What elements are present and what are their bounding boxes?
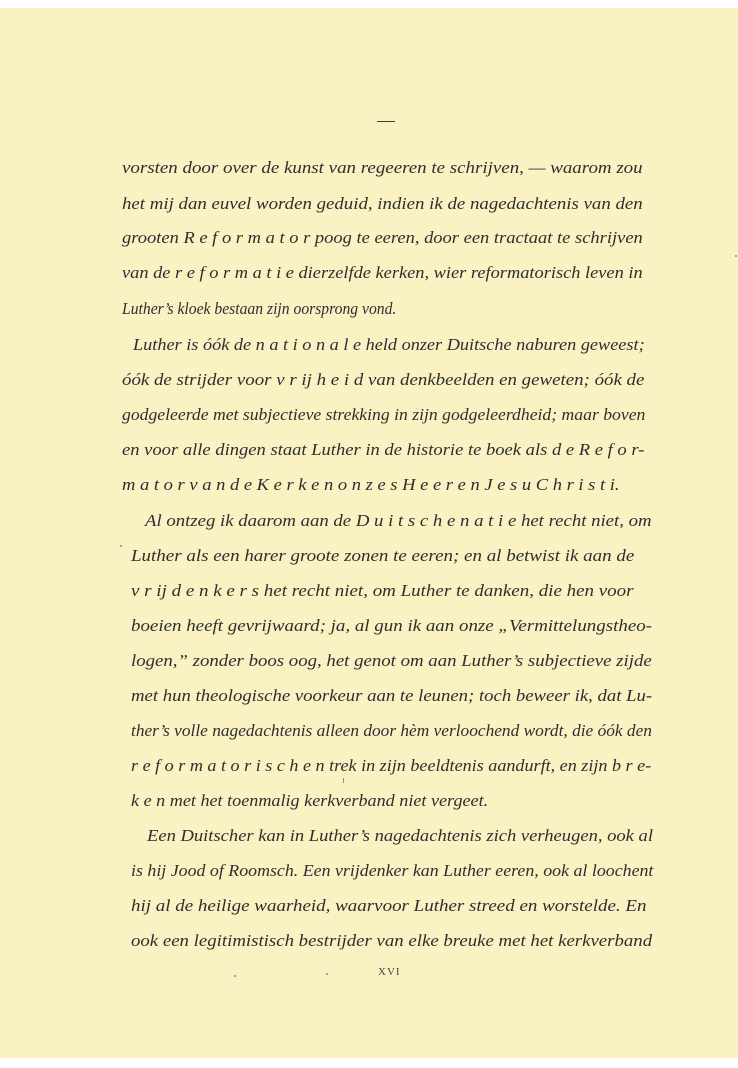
text-line-11: Al ontzeg ik daarom aan de D u i t s c h e n a t i e het recht niet, om [145,511,652,530]
text-line-15: logen,” zonder boos oog, het genot om aan Luther’s subjectieve zijde [131,651,652,670]
text-line-20: Een Duitscher kan in Luther’s nagedachtenis zich verheugen, ook al [147,826,653,845]
text-line-21: is hij Jood of Roomsch. Een vrijdenker kan Luther eeren, ook al loochent [131,861,654,880]
text-line-22: hij al de heilige waarheid, waarvoor Luther streed en worstelde. En [131,896,647,915]
paper-speck [735,255,737,257]
text-line-2: het mij dan euvel worden geduid, indien ik de nagedachtenis van den [122,194,643,213]
text-line-7: óók de strijder voor v r ij h e i d van denkbeelden en geweten; óók de [122,370,645,389]
text-line-4: van de r e f o r m a t i e dierzelfde kerken, wier reformatorisch leven in [122,263,643,282]
paper-speck [234,975,236,977]
text-line-12: Luther als een harer groote zonen te eeren; en al betwist ik aan de [131,546,635,565]
text-line-13: v r ij d e n k e r s het recht niet, om Luther te danken, die hen voor [131,581,634,600]
paper-speck [326,973,328,975]
paper-speck [120,545,122,547]
text-line-23: ook een legitimistisch bestrijder van elke breuke met het kerkverband [131,931,653,950]
text-line-8: godgeleerde met subjectieve strekking in zijn godgeleerdheid; maar boven [122,405,646,424]
text-line-6: Luther is óók de n a t i o n a l e held onzer Duitsche naburen geweest; [133,335,645,354]
paper-speck [343,778,344,783]
text-line-1: vorsten door over de kunst van regeeren te schrijven, — waarom zou [122,158,643,177]
text-line-10: m a t o r v a n d e K e r k e n o n z e s H e e r e n J e s u C h r i s t i. [122,475,620,494]
header-dash [377,121,395,122]
text-line-3: grooten R e f o r m a t o r poog te eeren, door een tractaat te schrijven [122,228,643,247]
text-line-19: k e n met het toenmalig kerkverband niet vergeet. [131,791,489,810]
book-page [0,8,738,1058]
page-number: XVI [378,966,401,978]
text-line-18: r e f o r m a t o r i s c h e n trek in zijn beeldtenis aandurft, en zijn b r e- [131,756,652,775]
text-line-14: boeien heeft gevrijwaard; ja, al gun ik aan onze „Vermittelungstheo- [131,616,652,635]
text-line-5: Luther’s kloek bestaan zijn oorsprong vond. [122,299,397,318]
text-line-16: met hun theologische voorkeur aan te leunen; toch beweer ik, dat Lu- [131,686,653,705]
text-line-17: ther’s volle nagedachtenis alleen door hèm verloochend wordt, die óók den [131,721,652,740]
text-line-9: en voor alle dingen staat Luther in de historie te boek als d e R e f o r- [122,440,645,459]
